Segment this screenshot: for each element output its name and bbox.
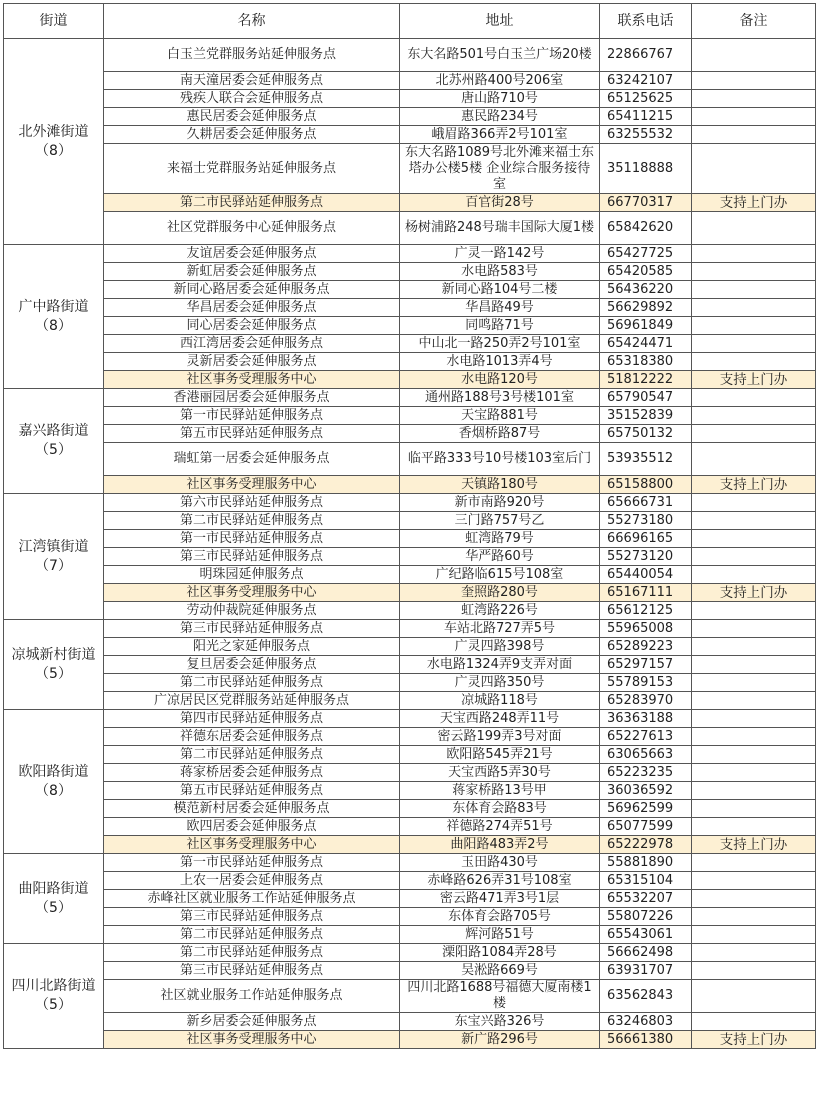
note-cell — [692, 872, 816, 890]
note-cell — [692, 926, 816, 944]
table-row — [4, 39, 816, 72]
table-row — [4, 194, 816, 212]
note-cell — [692, 620, 816, 638]
street-cell — [4, 944, 104, 1049]
street-name: 广中路街道 — [18, 298, 89, 315]
name-cell: 第二市民驿站延伸服务点 — [104, 746, 400, 764]
table-row — [4, 353, 816, 371]
phone-cell: 65440054 — [600, 566, 692, 584]
table-row — [4, 908, 816, 926]
name-cell: 第二市民驿站延伸服务点 — [104, 944, 400, 962]
phone-cell: 63065663 — [600, 746, 692, 764]
phone-cell: 56629892 — [600, 299, 692, 317]
name-cell: 欧四居委会延伸服务点 — [104, 818, 400, 836]
table-row — [4, 584, 816, 602]
table-row — [4, 764, 816, 782]
phone-cell: 65125625 — [600, 90, 692, 108]
street-name: 江湾镇街道 — [18, 538, 89, 555]
table-row — [4, 263, 816, 281]
note-cell — [692, 299, 816, 317]
table-row — [4, 692, 816, 710]
phone-cell: 65420585 — [600, 263, 692, 281]
phone-cell: 63562843 — [600, 980, 692, 1013]
phone-cell: 65077599 — [600, 818, 692, 836]
name-cell: 同心居委会延伸服务点 — [104, 317, 400, 335]
name-cell: 第五市民驿站延伸服务点 — [104, 782, 400, 800]
phone-cell: 65427725 — [600, 245, 692, 263]
phone-cell: 63246803 — [600, 1013, 692, 1031]
phone-cell: 65842620 — [600, 212, 692, 245]
table-row — [4, 602, 816, 620]
street-name: 嘉兴路街道 — [18, 423, 89, 439]
service-points-table — [3, 3, 816, 1049]
street-cell — [4, 494, 104, 620]
name-cell: 灵新居委会延伸服务点 — [104, 353, 400, 371]
phone-cell: 55789153 — [600, 674, 692, 692]
name-cell: 新乡居委会延伸服务点 — [104, 1013, 400, 1031]
note-cell — [692, 407, 816, 425]
name-cell: 新虹居委会延伸服务点 — [104, 263, 400, 281]
street-name: 北外滩街道 — [18, 123, 89, 140]
name-cell: 社区事务受理服务中心 — [104, 584, 400, 602]
phone-cell: 65532207 — [600, 890, 692, 908]
street-name: 曲阳路街道 — [18, 880, 89, 897]
table-row — [4, 299, 816, 317]
table-row — [4, 371, 816, 389]
address-cell: 水电路1324弄9支弄对面 — [400, 656, 600, 674]
address-cell: 惠民路234号 — [400, 108, 600, 126]
address-cell: 天宝西路248弄11号 — [400, 710, 600, 728]
note-cell — [692, 512, 816, 530]
note-cell — [692, 764, 816, 782]
table-row — [4, 144, 816, 194]
phone-cell: 65666731 — [600, 494, 692, 512]
table-row — [4, 126, 816, 144]
address-cell: 天宝路881号 — [400, 407, 600, 425]
address-cell: 东体育会路705号 — [400, 908, 600, 926]
header-name: 名称 — [104, 4, 400, 39]
table-row — [4, 548, 816, 566]
phone-cell: 66770317 — [600, 194, 692, 212]
table-row — [4, 962, 816, 980]
address-cell: 中山北一路250弄2号101室 — [400, 335, 600, 353]
note-cell — [692, 281, 816, 299]
name-cell: 华昌居委会延伸服务点 — [104, 299, 400, 317]
table-row — [4, 90, 816, 108]
street-count: （7） — [35, 557, 72, 574]
name-cell: 白玉兰党群服务站延伸服务点 — [104, 39, 400, 72]
note-cell — [692, 389, 816, 407]
name-cell: 社区事务受理服务中心 — [104, 371, 400, 389]
note-cell — [692, 90, 816, 108]
table-row — [4, 1013, 816, 1031]
name-cell: 新同心路居委会延伸服务点 — [104, 281, 400, 299]
name-cell: 友谊居委会延伸服务点 — [104, 245, 400, 263]
note-cell — [692, 126, 816, 144]
phone-cell: 55807226 — [600, 908, 692, 926]
note-cell — [692, 494, 816, 512]
phone-cell: 35152839 — [600, 407, 692, 425]
table-row — [4, 245, 816, 263]
street-count: （5） — [35, 997, 72, 1013]
address-cell: 广灵四路350号 — [400, 674, 600, 692]
phone-cell: 65222978 — [600, 836, 692, 854]
table-row — [4, 728, 816, 746]
name-cell: 第二市民驿站延伸服务点 — [104, 674, 400, 692]
table-row — [4, 980, 816, 1013]
note-cell — [692, 890, 816, 908]
header-address: 地址 — [400, 4, 600, 39]
note-cell — [692, 144, 816, 194]
table-row — [4, 494, 816, 512]
table-row — [4, 212, 816, 245]
address-cell: 吴淞路669号 — [400, 962, 600, 980]
phone-cell: 22866767 — [600, 39, 692, 72]
note-cell — [692, 638, 816, 656]
address-cell: 广灵一路142号 — [400, 245, 600, 263]
name-cell: 第一市民驿站延伸服务点 — [104, 407, 400, 425]
note-cell — [692, 980, 816, 1013]
street-name: 凉城新村街道 — [11, 646, 96, 663]
name-cell: 久耕居委会延伸服务点 — [104, 126, 400, 144]
phone-cell: 63255532 — [600, 126, 692, 144]
table-row — [4, 656, 816, 674]
phone-cell: 63242107 — [600, 72, 692, 90]
note-cell — [692, 566, 816, 584]
phone-cell: 65297157 — [600, 656, 692, 674]
note-cell — [692, 854, 816, 872]
note-cell — [692, 425, 816, 443]
note-cell: 支持上门办 — [692, 476, 816, 494]
phone-cell: 65223235 — [600, 764, 692, 782]
name-cell: 社区事务受理服务中心 — [104, 476, 400, 494]
street-count: （5） — [35, 899, 72, 916]
table-row — [4, 512, 816, 530]
table-row — [4, 800, 816, 818]
table-row — [4, 674, 816, 692]
table-row — [4, 854, 816, 872]
header-note: 备注 — [692, 4, 816, 39]
address-cell: 同鸣路71号 — [400, 317, 600, 335]
table-body — [4, 39, 816, 1049]
address-cell: 天宝西路5弄30号 — [400, 764, 600, 782]
name-cell: 香港丽园居委会延伸服务点 — [104, 389, 400, 407]
phone-cell: 56962599 — [600, 800, 692, 818]
note-cell — [692, 39, 816, 72]
street-name: 欧阳路街道 — [18, 763, 89, 780]
phone-cell: 65790547 — [600, 389, 692, 407]
table-row — [4, 782, 816, 800]
table-row — [4, 407, 816, 425]
phone-cell: 55273180 — [600, 512, 692, 530]
note-cell — [692, 263, 816, 281]
street-count: （5） — [35, 665, 72, 682]
note-cell — [692, 245, 816, 263]
address-cell: 密云路199弄3号对面 — [400, 728, 600, 746]
phone-cell: 56436220 — [600, 281, 692, 299]
phone-cell: 56662498 — [600, 944, 692, 962]
name-cell: 劳动仲裁院延伸服务点 — [104, 602, 400, 620]
phone-cell: 65424471 — [600, 335, 692, 353]
name-cell: 模范新村居委会延伸服务点 — [104, 800, 400, 818]
address-cell: 通州路188号3号楼101室 — [400, 389, 600, 407]
name-cell: 复旦居委会延伸服务点 — [104, 656, 400, 674]
street-count: （8） — [35, 782, 72, 799]
address-cell: 三门路757号乙 — [400, 512, 600, 530]
address-cell: 华昌路49号 — [400, 299, 600, 317]
note-cell — [692, 908, 816, 926]
note-cell — [692, 656, 816, 674]
name-cell: 社区就业服务工作站延伸服务点 — [104, 980, 400, 1013]
name-cell: 赤峰社区就业服务工作站延伸服务点 — [104, 890, 400, 908]
address-cell: 四川北路1688号福德大厦南楼1楼 — [400, 980, 600, 1013]
street-count: （8） — [35, 142, 72, 159]
table-row — [4, 836, 816, 854]
street-cell — [4, 710, 104, 854]
note-cell — [692, 108, 816, 126]
phone-cell: 65750132 — [600, 425, 692, 443]
note-cell — [692, 800, 816, 818]
table-row — [4, 890, 816, 908]
address-cell: 新同心路104号二楼 — [400, 281, 600, 299]
table-row — [4, 476, 816, 494]
table-row — [4, 335, 816, 353]
address-cell: 密云路471弄3号1层 — [400, 890, 600, 908]
table-row — [4, 1031, 816, 1049]
note-cell — [692, 782, 816, 800]
note-cell — [692, 728, 816, 746]
phone-cell: 65167111 — [600, 584, 692, 602]
address-cell: 峨眉路366弄2号101室 — [400, 126, 600, 144]
address-cell: 曲阳路483弄2号 — [400, 836, 600, 854]
name-cell: 第一市民驿站延伸服务点 — [104, 530, 400, 548]
header-street: 街道 — [4, 4, 104, 39]
phone-cell: 56661380 — [600, 1031, 692, 1049]
name-cell: 阳光之家延伸服务点 — [104, 638, 400, 656]
phone-cell: 53935512 — [600, 443, 692, 476]
phone-cell: 65289223 — [600, 638, 692, 656]
address-cell: 虹湾路79号 — [400, 530, 600, 548]
phone-cell: 55965008 — [600, 620, 692, 638]
table-row — [4, 818, 816, 836]
note-cell — [692, 674, 816, 692]
address-cell: 临平路333号10号楼103室后门 — [400, 443, 600, 476]
table-row — [4, 566, 816, 584]
phone-cell: 65612125 — [600, 602, 692, 620]
note-cell — [692, 335, 816, 353]
note-cell — [692, 692, 816, 710]
name-cell: 南天潼居委会延伸服务点 — [104, 72, 400, 90]
phone-cell: 35118888 — [600, 144, 692, 194]
note-cell — [692, 443, 816, 476]
address-cell: 唐山路710号 — [400, 90, 600, 108]
address-cell: 东大名路501号白玉兰广场20楼 — [400, 39, 600, 72]
name-cell: 上农一居委会延伸服务点 — [104, 872, 400, 890]
address-cell: 赤峰路626弄31号108室 — [400, 872, 600, 890]
name-cell: 第六市民驿站延伸服务点 — [104, 494, 400, 512]
note-cell — [692, 530, 816, 548]
address-cell: 东体育会路83号 — [400, 800, 600, 818]
name-cell: 广凉居民区党群服务站延伸服务点 — [104, 692, 400, 710]
street-cell — [4, 854, 104, 944]
address-cell: 杨树浦路248号瑞丰国际大厦1楼 — [400, 212, 600, 245]
name-cell: 第二市民驿站延伸服务点 — [104, 512, 400, 530]
phone-cell: 65227613 — [600, 728, 692, 746]
note-cell — [692, 818, 816, 836]
note-cell — [692, 1013, 816, 1031]
address-cell: 玉田路430号 — [400, 854, 600, 872]
name-cell: 第一市民驿站延伸服务点 — [104, 854, 400, 872]
name-cell: 第二市民驿站延伸服务点 — [104, 194, 400, 212]
address-cell: 水电路583号 — [400, 263, 600, 281]
note-cell — [692, 602, 816, 620]
address-cell: 东大名路1089号北外滩来福士东塔办公楼5楼 企业综合服务接待室 — [400, 144, 600, 194]
note-cell: 支持上门办 — [692, 584, 816, 602]
header-phone: 联系电话 — [600, 4, 692, 39]
table-row — [4, 425, 816, 443]
table-row — [4, 108, 816, 126]
name-cell: 惠民居委会延伸服务点 — [104, 108, 400, 126]
note-cell — [692, 548, 816, 566]
address-cell: 水电路120号 — [400, 371, 600, 389]
street-count: （5） — [35, 442, 72, 458]
note-cell — [692, 317, 816, 335]
name-cell: 瑞虹第一居委会延伸服务点 — [104, 443, 400, 476]
street-cell — [4, 389, 104, 494]
table-row — [4, 620, 816, 638]
note-cell — [692, 710, 816, 728]
note-cell — [692, 353, 816, 371]
phone-cell: 63931707 — [600, 962, 692, 980]
table-row — [4, 638, 816, 656]
table-header — [4, 4, 816, 39]
name-cell: 第五市民驿站延伸服务点 — [104, 425, 400, 443]
phone-cell: 65158800 — [600, 476, 692, 494]
address-cell: 东宝兴路326号 — [400, 1013, 600, 1031]
table-row — [4, 443, 816, 476]
table-row — [4, 281, 816, 299]
table-row — [4, 710, 816, 728]
address-cell: 华严路60号 — [400, 548, 600, 566]
note-cell: 支持上门办 — [692, 371, 816, 389]
note-cell — [692, 944, 816, 962]
table-row — [4, 926, 816, 944]
name-cell: 第三市民驿站延伸服务点 — [104, 548, 400, 566]
address-cell: 北苏州路400号206室 — [400, 72, 600, 90]
street-cell — [4, 620, 104, 710]
street-cell — [4, 245, 104, 389]
name-cell: 祥德东居委会延伸服务点 — [104, 728, 400, 746]
name-cell: 西江湾居委会延伸服务点 — [104, 335, 400, 353]
address-cell: 奎照路280号 — [400, 584, 600, 602]
name-cell: 来福士党群服务站延伸服务点 — [104, 144, 400, 194]
phone-cell: 51812222 — [600, 371, 692, 389]
name-cell: 社区党群服务中心延伸服务点 — [104, 212, 400, 245]
table-row — [4, 530, 816, 548]
address-cell: 凉城路118号 — [400, 692, 600, 710]
name-cell: 社区事务受理服务中心 — [104, 1031, 400, 1049]
note-cell: 支持上门办 — [692, 194, 816, 212]
address-cell: 天镇路180号 — [400, 476, 600, 494]
note-cell — [692, 72, 816, 90]
address-cell: 欧阳路545弄21号 — [400, 746, 600, 764]
phone-cell: 55273120 — [600, 548, 692, 566]
address-cell: 水电路1013弄4号 — [400, 353, 600, 371]
phone-cell: 36363188 — [600, 710, 692, 728]
address-cell: 辉河路51号 — [400, 926, 600, 944]
address-cell: 车站北路727弄5号 — [400, 620, 600, 638]
name-cell: 第三市民驿站延伸服务点 — [104, 908, 400, 926]
address-cell: 溧阳路1084弄28号 — [400, 944, 600, 962]
name-cell: 明珠园延伸服务点 — [104, 566, 400, 584]
street-name: 四川北路街道 — [11, 978, 96, 994]
name-cell: 社区事务受理服务中心 — [104, 836, 400, 854]
phone-cell: 56961849 — [600, 317, 692, 335]
phone-cell: 36036592 — [600, 782, 692, 800]
table-row — [4, 944, 816, 962]
address-cell: 虹湾路226号 — [400, 602, 600, 620]
address-cell: 蒋家桥路13号甲 — [400, 782, 600, 800]
phone-cell: 65315104 — [600, 872, 692, 890]
address-cell: 新市南路920号 — [400, 494, 600, 512]
address-cell: 广灵四路398号 — [400, 638, 600, 656]
name-cell: 第三市民驿站延伸服务点 — [104, 620, 400, 638]
note-cell: 支持上门办 — [692, 1031, 816, 1049]
address-cell: 百官街28号 — [400, 194, 600, 212]
phone-cell: 65283970 — [600, 692, 692, 710]
address-cell: 新广路296号 — [400, 1031, 600, 1049]
phone-cell: 65318380 — [600, 353, 692, 371]
name-cell: 第三市民驿站延伸服务点 — [104, 962, 400, 980]
street-cell — [4, 39, 104, 245]
name-cell: 第四市民驿站延伸服务点 — [104, 710, 400, 728]
note-cell — [692, 212, 816, 245]
name-cell: 第二市民驿站延伸服务点 — [104, 926, 400, 944]
phone-cell: 66696165 — [600, 530, 692, 548]
table-row — [4, 746, 816, 764]
street-count: （8） — [35, 317, 72, 334]
phone-cell: 65543061 — [600, 926, 692, 944]
address-cell: 祥德路274弄51号 — [400, 818, 600, 836]
note-cell — [692, 746, 816, 764]
phone-cell: 65411215 — [600, 108, 692, 126]
table-row — [4, 72, 816, 90]
name-cell: 残疾人联合会延伸服务点 — [104, 90, 400, 108]
note-cell — [692, 962, 816, 980]
phone-cell: 55881890 — [600, 854, 692, 872]
name-cell: 蒋家桥居委会延伸服务点 — [104, 764, 400, 782]
table-row — [4, 872, 816, 890]
address-cell: 香烟桥路87号 — [400, 425, 600, 443]
address-cell: 广纪路临615号108室 — [400, 566, 600, 584]
note-cell: 支持上门办 — [692, 836, 816, 854]
table-row — [4, 317, 816, 335]
table-row — [4, 389, 816, 407]
